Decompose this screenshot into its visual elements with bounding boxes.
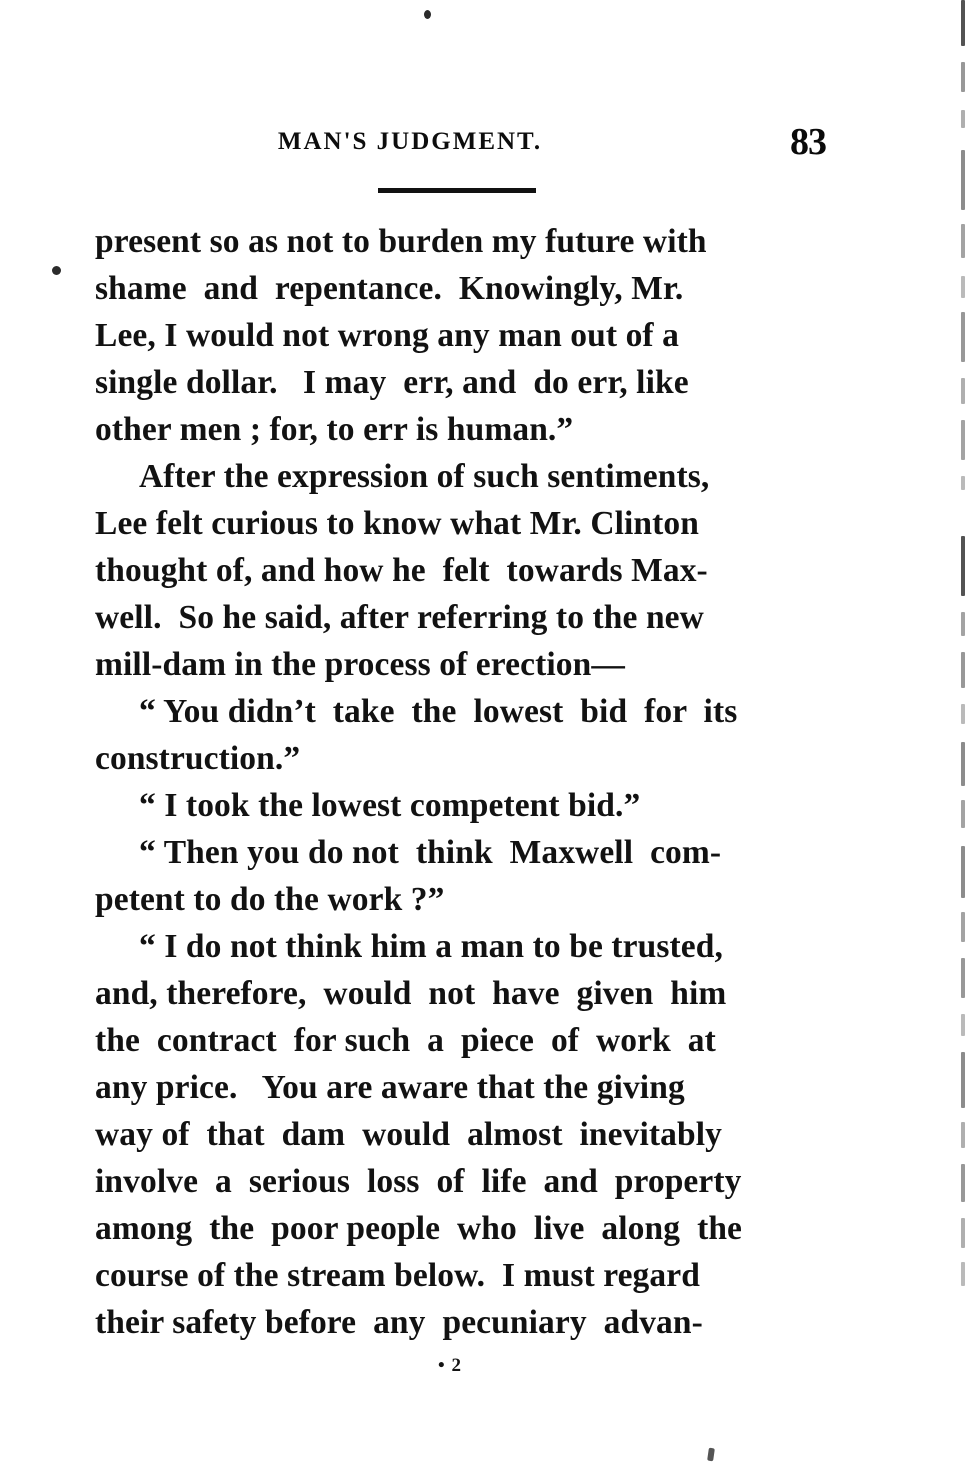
text-line: mill-dam in the process of erection— [95, 646, 625, 683]
running-head: MAN'S JUDGMENT. [277, 128, 543, 155]
paragraph [95, 218, 875, 453]
text-line: single dollar. I may err, and do err, like [95, 364, 689, 401]
text-line: “ Then you do not think Maxwell com- [139, 834, 722, 871]
text-line: construction.” [95, 740, 301, 777]
text-line: shame and repentance. Knowingly, Mr. [95, 270, 684, 307]
body-text [95, 218, 875, 1346]
signature-mark: • 2 [438, 1355, 462, 1376]
text-line: involve a serious loss of life and property [95, 1163, 742, 1200]
header-rule [378, 188, 536, 193]
text-line: petent to do the work ?” [95, 881, 445, 918]
text-line: among the poor people who live along the [95, 1210, 743, 1247]
scan-speck-icon [424, 10, 431, 19]
paragraph [95, 829, 875, 923]
text-line: Lee felt curious to know what Mr. Clinton [95, 505, 699, 542]
text-line: thought of, and how he felt towards Max- [95, 552, 708, 589]
text-line: way of that dam would almost inevitably [95, 1116, 722, 1153]
page-number: 83 [790, 121, 826, 163]
page-edge-artifact [945, 0, 971, 1466]
text-line: present so as not to burden my future with [95, 223, 707, 260]
text-line: “ I took the lowest competent bid.” [139, 787, 641, 824]
text-line: other men ; for, to err is human.” [95, 411, 574, 448]
text-line: and, therefore, would not have given him [95, 975, 727, 1012]
text-line: “ I do not think him a man to be trusted, [139, 928, 723, 965]
text-line: After the expression of such sentiments, [139, 458, 710, 495]
text-line: well. So he said, after referring to the new [95, 599, 704, 636]
text-line: course of the stream below. I must regard [95, 1257, 700, 1294]
paragraph [95, 923, 875, 1346]
text-line: any price. You are aware that the giving [95, 1069, 685, 1106]
text-line: the contract for such a piece of work at [95, 1022, 716, 1059]
paragraph [95, 453, 875, 688]
text-line: Lee, I would not wrong any man out of a [95, 317, 680, 354]
paragraph [95, 688, 875, 782]
text-line: “ You didn’t take the lowest bid for its [139, 693, 738, 730]
scan-speck-icon [52, 266, 61, 275]
paragraph [95, 782, 875, 829]
text-line: their safety before any pecuniary advan- [95, 1304, 703, 1341]
page-header [0, 121, 900, 168]
scan-speck-icon [707, 1448, 715, 1462]
